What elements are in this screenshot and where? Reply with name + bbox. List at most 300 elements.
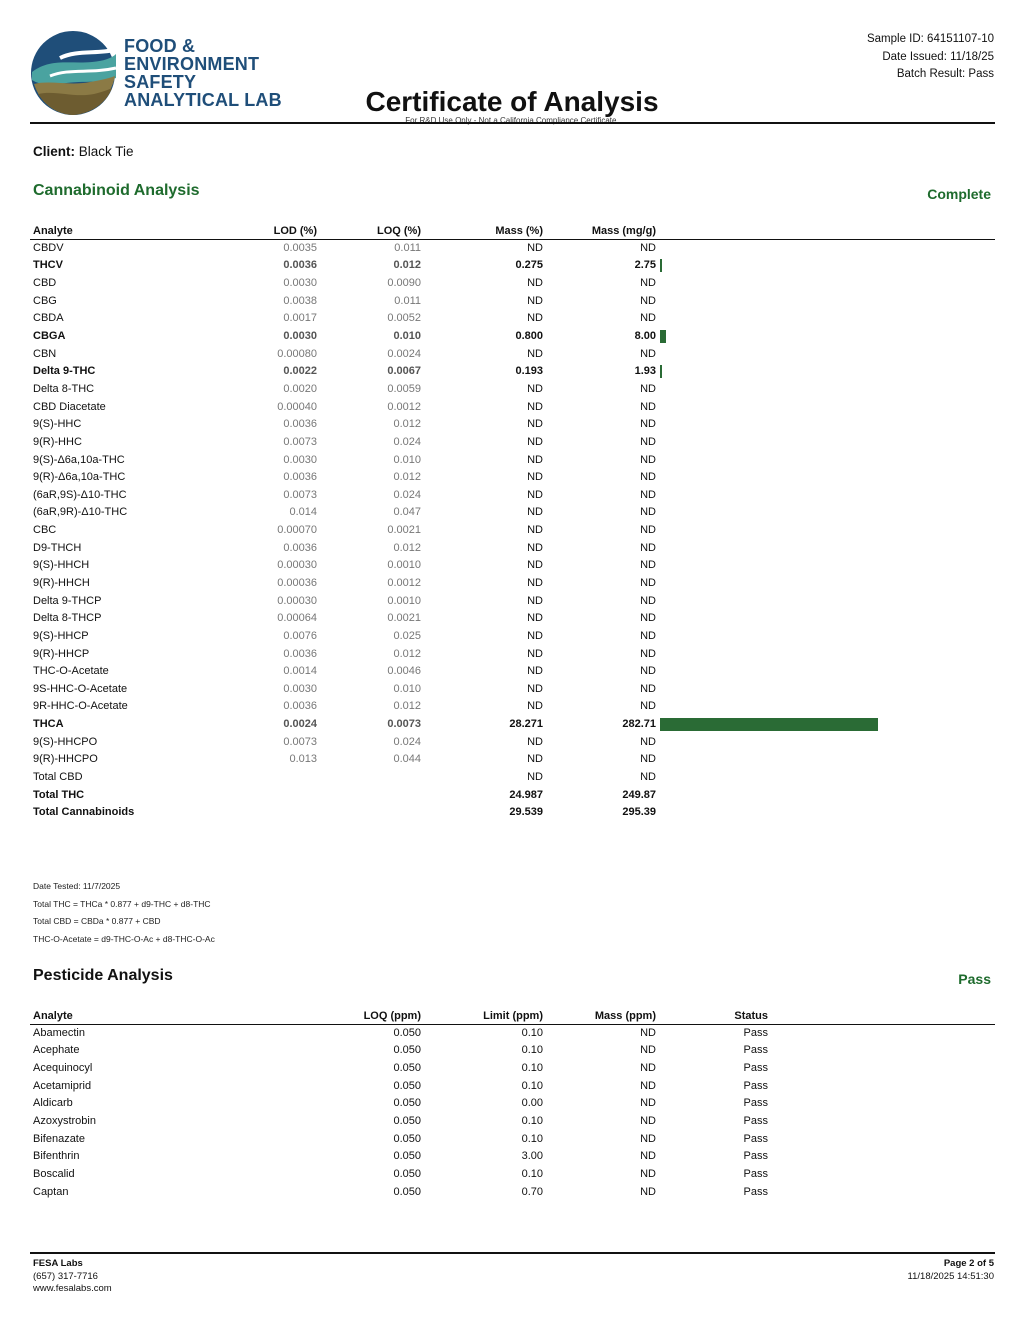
- logo-line: ANALYTICAL LAB: [124, 90, 282, 110]
- bar-cell: [656, 415, 995, 433]
- lod-cell: 0.0036: [283, 700, 317, 713]
- lod-cell: 0.00040: [277, 400, 317, 413]
- footer-phone: (657) 317-7716: [33, 1270, 98, 1282]
- pesticide-section-title: Pesticide Analysis: [33, 967, 173, 984]
- loq-cell: 0.0059: [387, 382, 421, 395]
- mass-pct-cell: ND: [527, 242, 543, 255]
- table-row: [30, 698, 995, 716]
- bar-cell: [656, 486, 995, 504]
- footer-divider: [30, 1252, 995, 1254]
- mass-pct-cell: ND: [527, 665, 543, 678]
- mass-mg-cell: 2.75: [634, 259, 656, 272]
- analyte-cell: Delta 8-THCP: [33, 612, 102, 625]
- loq-cell: 0.024: [393, 435, 421, 448]
- analyte-cell: 9R-HHC-O-Acetate: [33, 700, 128, 713]
- bar-cell: [656, 645, 995, 663]
- bar-cell: [656, 292, 995, 310]
- sample-id: Sample ID: 64151107-10: [866, 33, 994, 45]
- loq-cell: 0.0090: [387, 277, 421, 290]
- loq-cell: 0.0010: [387, 559, 421, 572]
- mass-bar: [660, 718, 878, 731]
- analyte-cell: CBDA: [33, 312, 64, 325]
- mass-pct-cell: ND: [527, 612, 543, 625]
- bar-cell: [656, 274, 995, 292]
- analyte-cell: CBD Diacetate: [33, 400, 106, 413]
- mass-cell: ND: [640, 1027, 656, 1040]
- analyte-cell: THC-O-Acetate: [33, 665, 109, 678]
- batch-result: Batch Result: Pass: [896, 68, 994, 80]
- sample-meta: [867, 31, 994, 84]
- lod-cell: [220, 804, 317, 822]
- loq-cell: 0.024: [393, 735, 421, 748]
- page-title: Certificate of Analysis: [365, 86, 659, 117]
- mass-mg-cell: ND: [640, 647, 656, 660]
- cannabinoid-table: [30, 220, 995, 821]
- analyte-cell: Boscalid: [33, 1167, 75, 1180]
- table-row: [30, 239, 995, 257]
- spacer-cell: [768, 1077, 995, 1095]
- analyte-cell: (6aR,9S)-Δ10-THC: [33, 488, 127, 501]
- lod-cell: 0.0030: [283, 453, 317, 466]
- mass-pct-cell: ND: [527, 647, 543, 660]
- mass-mg-cell: 1.93: [634, 365, 656, 378]
- table-row: [30, 1077, 995, 1095]
- page-subtitle: For R&D Use Only - Not a California Compliance Certificate.: [405, 116, 619, 125]
- logo-line: FOOD &: [124, 36, 196, 56]
- lod-cell: 0.00080: [277, 347, 317, 360]
- status-cell: Pass: [743, 1185, 768, 1198]
- spacer-cell: [768, 1147, 995, 1165]
- mass-pct-cell: ND: [527, 576, 543, 589]
- table-row: [30, 662, 995, 680]
- analyte-cell: D9-THCH: [33, 541, 82, 554]
- loq-cell: 0.050: [393, 1132, 421, 1145]
- spacer-cell: [768, 1042, 995, 1060]
- mass-mg-cell: ND: [640, 506, 656, 519]
- column-header: LOQ (%): [317, 220, 421, 239]
- note-line: Total THC = THCa * 0.877 + d9-THC + d8-THC: [33, 898, 211, 909]
- mass-cell: ND: [640, 1150, 656, 1163]
- limit-cell: 0.10: [521, 1132, 543, 1145]
- mass-mg-cell: ND: [640, 700, 656, 713]
- bar-cell: [656, 804, 995, 822]
- limit-cell: 0.70: [521, 1185, 543, 1198]
- mass-cell: ND: [640, 1167, 656, 1180]
- mass-mg-cell: ND: [640, 629, 656, 642]
- mass-mg-cell: ND: [640, 753, 656, 766]
- bar-cell: [656, 451, 995, 469]
- mass-mg-cell: ND: [640, 435, 656, 448]
- mass-cell: ND: [640, 1132, 656, 1145]
- loq-cell: 0.024: [393, 488, 421, 501]
- bar-cell: [656, 504, 995, 522]
- column-header: Mass (mg/g): [543, 220, 656, 239]
- loq-cell: 0.0046: [387, 665, 421, 678]
- loq-cell: 0.044: [393, 753, 421, 766]
- analyte-cell: Captan: [33, 1185, 69, 1198]
- loq-cell: 0.0021: [387, 612, 421, 625]
- mass-mg-cell: ND: [640, 682, 656, 695]
- mass-pct-cell: ND: [527, 277, 543, 290]
- table-row: [30, 468, 995, 486]
- page-number: Page 2 of 5: [943, 1258, 994, 1269]
- analyte-cell: Acetamiprid: [33, 1079, 92, 1092]
- status-cell: Pass: [743, 1115, 768, 1128]
- note-line: THC-O-Acetate = d9-THC-O-Ac + d8-THC-O-Ac: [33, 934, 215, 945]
- analyte-cell: CBD: [33, 277, 57, 290]
- bar-cell: [656, 327, 995, 345]
- mass-pct-cell: ND: [527, 294, 543, 307]
- analyte-cell: CBN: [33, 347, 57, 360]
- table-row: [30, 1165, 995, 1183]
- lod-cell: 0.00064: [277, 612, 317, 625]
- mass-mg-cell: ND: [640, 594, 656, 607]
- column-header-spacer: [768, 1005, 995, 1024]
- analyte-cell: CBDV: [33, 242, 64, 255]
- analyte-cell: 9(R)-HHC: [33, 435, 82, 448]
- bar-cell: [656, 592, 995, 610]
- analyte-cell: Abamectin: [33, 1027, 85, 1040]
- limit-cell: 0.00: [521, 1097, 543, 1110]
- analyte-cell: CBC: [33, 524, 57, 537]
- mass-cell: ND: [640, 1097, 656, 1110]
- spacer-cell: [768, 1183, 995, 1201]
- cannabinoid-status: Complete: [927, 186, 991, 202]
- mass-mg-cell: 249.87: [622, 788, 656, 801]
- analyte-cell: 9(S)-Δ6a,10a-THC: [33, 453, 125, 466]
- loq-cell: 0.010: [393, 330, 421, 343]
- footer-page-info: [908, 1258, 994, 1283]
- table-row: [30, 609, 995, 627]
- spacer-cell: [768, 1095, 995, 1113]
- loq-cell: 0.050: [393, 1027, 421, 1040]
- mass-pct-cell: 29.539: [509, 806, 543, 819]
- table-row: [30, 1130, 995, 1148]
- table-row: [30, 274, 995, 292]
- bar-cell: [656, 345, 995, 363]
- mass-pct-cell: ND: [527, 488, 543, 501]
- loq-cell: 0.050: [393, 1115, 421, 1128]
- status-cell: Pass: [743, 1132, 768, 1145]
- mass-pct-cell: 0.800: [515, 330, 543, 343]
- loq-cell: 0.0052: [387, 312, 421, 325]
- bar-cell: [656, 539, 995, 557]
- logo-line: SAFETY: [124, 72, 197, 92]
- lod-cell: 0.0036: [283, 647, 317, 660]
- mass-pct-cell: ND: [527, 435, 543, 448]
- analyte-cell: 9(S)-HHCH: [33, 559, 90, 572]
- note-line: Date Tested: 11/7/2025: [33, 881, 121, 891]
- footer-website[interactable]: www.fesalabs.com: [33, 1283, 112, 1294]
- table-row: [30, 345, 995, 363]
- loq-cell: 0.050: [393, 1150, 421, 1163]
- analyte-cell: (6aR,9R)-Δ10-THC: [33, 506, 128, 519]
- table-row: [30, 415, 995, 433]
- loq-cell: 0.012: [393, 418, 421, 431]
- mass-mg-cell: 295.39: [622, 806, 656, 819]
- lod-cell: [220, 786, 317, 804]
- limit-cell: 0.10: [521, 1044, 543, 1057]
- bar-cell: [656, 574, 995, 592]
- analyte-cell: 9(S)-HHC: [33, 418, 82, 431]
- table-row: [30, 257, 995, 275]
- mass-mg-cell: ND: [640, 453, 656, 466]
- lod-cell: 0.0024: [283, 718, 317, 731]
- table-row: [30, 327, 995, 345]
- bar-cell: [656, 751, 995, 769]
- mass-mg-cell: ND: [640, 612, 656, 625]
- mass-mg-cell: ND: [640, 294, 656, 307]
- table-row: [30, 1042, 995, 1060]
- mass-mg-cell: ND: [640, 665, 656, 678]
- mass-pct-cell: 0.275: [515, 259, 543, 272]
- analyte-cell: THCA: [33, 718, 64, 731]
- mass-cell: ND: [640, 1062, 656, 1075]
- logo-line: ENVIRONMENT: [124, 54, 260, 74]
- loq-cell: 0.050: [393, 1097, 421, 1110]
- mass-pct-cell: ND: [527, 471, 543, 484]
- table-header-row: [30, 220, 995, 239]
- client-label: Client:: [33, 144, 75, 159]
- bar-cell: [656, 239, 995, 257]
- loq-cell: 0.050: [393, 1185, 421, 1198]
- mass-cell: ND: [640, 1115, 656, 1128]
- analyte-cell: CBGA: [33, 330, 66, 343]
- lod-cell: 0.0035: [283, 242, 317, 255]
- mass-pct-cell: ND: [527, 453, 543, 466]
- mass-mg-cell: ND: [640, 400, 656, 413]
- mass-pct-cell: ND: [527, 700, 543, 713]
- bar-cell: [656, 557, 995, 575]
- table-row: [30, 1147, 995, 1165]
- table-row: [30, 768, 995, 786]
- analyte-cell: Acephate: [33, 1044, 80, 1057]
- mass-pct-cell: ND: [527, 524, 543, 537]
- loq-cell: 0.010: [393, 682, 421, 695]
- bar-cell: [656, 768, 995, 786]
- table-row: [30, 380, 995, 398]
- client-value: Black Tie: [78, 144, 134, 159]
- loq-cell: 0.011: [394, 242, 421, 255]
- spacer-cell: [768, 1112, 995, 1130]
- lod-cell: 0.00036: [277, 576, 317, 589]
- table-row: [30, 398, 995, 416]
- table-row: [30, 433, 995, 451]
- bar-cell: [656, 380, 995, 398]
- table-row: [30, 292, 995, 310]
- analyte-cell: 9(R)-Δ6a,10a-THC: [33, 471, 126, 484]
- loq-cell: 0.012: [393, 700, 421, 713]
- table-row: [30, 804, 995, 822]
- loq-cell: [317, 786, 421, 804]
- mass-pct-cell: 24.987: [509, 788, 543, 801]
- analyte-cell: 9S-HHC-O-Acetate: [33, 682, 128, 695]
- lod-cell: 0.0076: [283, 629, 317, 642]
- mass-mg-cell: ND: [640, 771, 656, 784]
- bar-cell: [656, 468, 995, 486]
- mass-pct-cell: ND: [527, 400, 543, 413]
- lod-cell: 0.013: [289, 753, 317, 766]
- lod-cell: 0.0036: [283, 471, 317, 484]
- loq-cell: 0.050: [393, 1044, 421, 1057]
- bar-cell: [656, 680, 995, 698]
- column-header: Analyte: [30, 1005, 330, 1024]
- column-header: Limit (ppm): [421, 1005, 543, 1024]
- loq-cell: 0.0067: [387, 365, 421, 378]
- limit-cell: 0.10: [521, 1115, 543, 1128]
- analyte-cell: Aldicarb: [33, 1097, 73, 1110]
- cannabinoid-section-title: Cannabinoid Analysis: [33, 182, 200, 199]
- mass-pct-cell: ND: [527, 347, 543, 360]
- loq-cell: 0.050: [393, 1079, 421, 1092]
- loq-cell: 0.0024: [387, 347, 421, 360]
- limit-cell: 0.10: [521, 1062, 543, 1075]
- loq-cell: [317, 768, 421, 786]
- bar-cell: [656, 698, 995, 716]
- loq-cell: 0.012: [393, 647, 421, 660]
- analyte-cell: THCV: [33, 259, 63, 272]
- mass-mg-cell: ND: [640, 576, 656, 589]
- loq-cell: 0.010: [393, 453, 421, 466]
- table-row: [30, 645, 995, 663]
- footer-contact: [33, 1258, 112, 1296]
- mass-pct-cell: ND: [527, 771, 543, 784]
- analyte-cell: Bifenthrin: [33, 1150, 80, 1163]
- bar-cell: [656, 715, 995, 733]
- footer-company: FESA Labs: [33, 1258, 83, 1269]
- test-notes: [33, 878, 215, 949]
- lod-cell: 0.0014: [283, 665, 317, 678]
- mass-pct-cell: ND: [527, 312, 543, 325]
- status-cell: Pass: [743, 1150, 768, 1163]
- status-cell: Pass: [743, 1044, 768, 1057]
- lod-cell: 0.0022: [283, 365, 317, 378]
- mass-bar: [660, 259, 662, 272]
- table-row: [30, 627, 995, 645]
- status-cell: Pass: [743, 1079, 768, 1092]
- table-row: [30, 751, 995, 769]
- bar-cell: [656, 310, 995, 328]
- mass-mg-cell: ND: [640, 559, 656, 572]
- lod-cell: 0.0036: [283, 541, 317, 554]
- table-row: [30, 362, 995, 380]
- loq-cell: 0.0012: [387, 400, 421, 413]
- bar-cell: [656, 627, 995, 645]
- mass-pct-cell: ND: [527, 418, 543, 431]
- lod-cell: 0.0017: [283, 312, 317, 325]
- loq-cell: 0.0012: [387, 576, 421, 589]
- table-header-row: [30, 1005, 995, 1024]
- analyte-cell: Total THC: [33, 788, 85, 801]
- table-row: [30, 680, 995, 698]
- lod-cell: 0.0030: [283, 277, 317, 290]
- analyte-cell: Azoxystrobin: [33, 1115, 96, 1128]
- loq-cell: 0.012: [393, 259, 421, 272]
- lod-cell: [220, 768, 317, 786]
- column-header: Mass (%): [421, 220, 543, 239]
- status-cell: Pass: [743, 1097, 768, 1110]
- mass-bar: [660, 365, 662, 378]
- spacer-cell: [768, 1024, 995, 1042]
- spacer-cell: [768, 1059, 995, 1077]
- table-row: [30, 1095, 995, 1113]
- lod-cell: 0.0073: [283, 488, 317, 501]
- print-timestamp: 11/18/2025 14:51:30: [907, 1270, 994, 1282]
- lod-cell: 0.0073: [283, 435, 317, 448]
- mass-mg-cell: ND: [640, 735, 656, 748]
- pesticide-table: [30, 1005, 995, 1200]
- table-row: [30, 557, 995, 575]
- bar-cell: [656, 662, 995, 680]
- loq-cell: 0.0021: [387, 524, 421, 537]
- spacer-cell: [768, 1130, 995, 1148]
- table-row: [30, 574, 995, 592]
- analyte-cell: Total CBD: [33, 771, 83, 784]
- table-row: [30, 1024, 995, 1042]
- analyte-cell: Delta 8-THC: [33, 382, 95, 395]
- mass-pct-cell: 28.271: [509, 718, 543, 731]
- mass-pct-cell: 0.193: [515, 365, 543, 378]
- mass-pct-cell: ND: [527, 735, 543, 748]
- mass-pct-cell: ND: [527, 753, 543, 766]
- mass-pct-cell: ND: [527, 594, 543, 607]
- loq-cell: [317, 804, 421, 822]
- note-line: Total CBD = CBDa * 0.877 + CBD: [33, 916, 161, 927]
- table-row: [30, 539, 995, 557]
- table-row: [30, 1112, 995, 1130]
- lod-cell: 0.00030: [277, 594, 317, 607]
- limit-cell: 0.10: [521, 1079, 543, 1092]
- analyte-cell: 9(S)-HHCPO: [33, 735, 98, 748]
- mass-pct-cell: ND: [527, 541, 543, 554]
- analyte-cell: 9(R)-HHCP: [33, 647, 90, 660]
- mass-mg-cell: ND: [640, 382, 656, 395]
- loq-cell: 0.012: [393, 541, 421, 554]
- mass-cell: ND: [640, 1044, 656, 1057]
- column-header-spacer: [656, 220, 995, 239]
- table-row: [30, 451, 995, 469]
- table-row: [30, 1183, 995, 1201]
- analyte-cell: 9(R)-HHCPO: [33, 753, 98, 766]
- loq-cell: 0.0073: [387, 718, 421, 731]
- table-row: [30, 733, 995, 751]
- lod-cell: 0.0038: [283, 294, 317, 307]
- header-divider: [30, 122, 995, 124]
- lod-cell: 0.0073: [283, 735, 317, 748]
- bar-cell: [656, 433, 995, 451]
- analyte-cell: Delta 9-THCP: [33, 594, 102, 607]
- mass-mg-cell: 8.00: [634, 330, 656, 343]
- pesticide-status: Pass: [958, 971, 991, 987]
- column-header: LOD (%): [220, 220, 317, 239]
- limit-cell: 0.10: [521, 1027, 543, 1040]
- loq-cell: 0.050: [393, 1167, 421, 1180]
- lod-cell: 0.00030: [277, 559, 317, 572]
- lod-cell: 0.0036: [283, 259, 317, 272]
- limit-cell: 3.00: [521, 1150, 543, 1163]
- mass-bar: [660, 330, 666, 343]
- client-line: [33, 144, 134, 159]
- table-row: [30, 310, 995, 328]
- spacer-cell: [768, 1165, 995, 1183]
- lod-cell: 0.0030: [283, 330, 317, 343]
- analyte-cell: Total Cannabinoids: [33, 806, 135, 819]
- lod-cell: 0.0036: [283, 418, 317, 431]
- mass-mg-cell: ND: [640, 524, 656, 537]
- mass-pct-cell: ND: [527, 382, 543, 395]
- column-header: Status: [656, 1005, 768, 1024]
- table-row: [30, 592, 995, 610]
